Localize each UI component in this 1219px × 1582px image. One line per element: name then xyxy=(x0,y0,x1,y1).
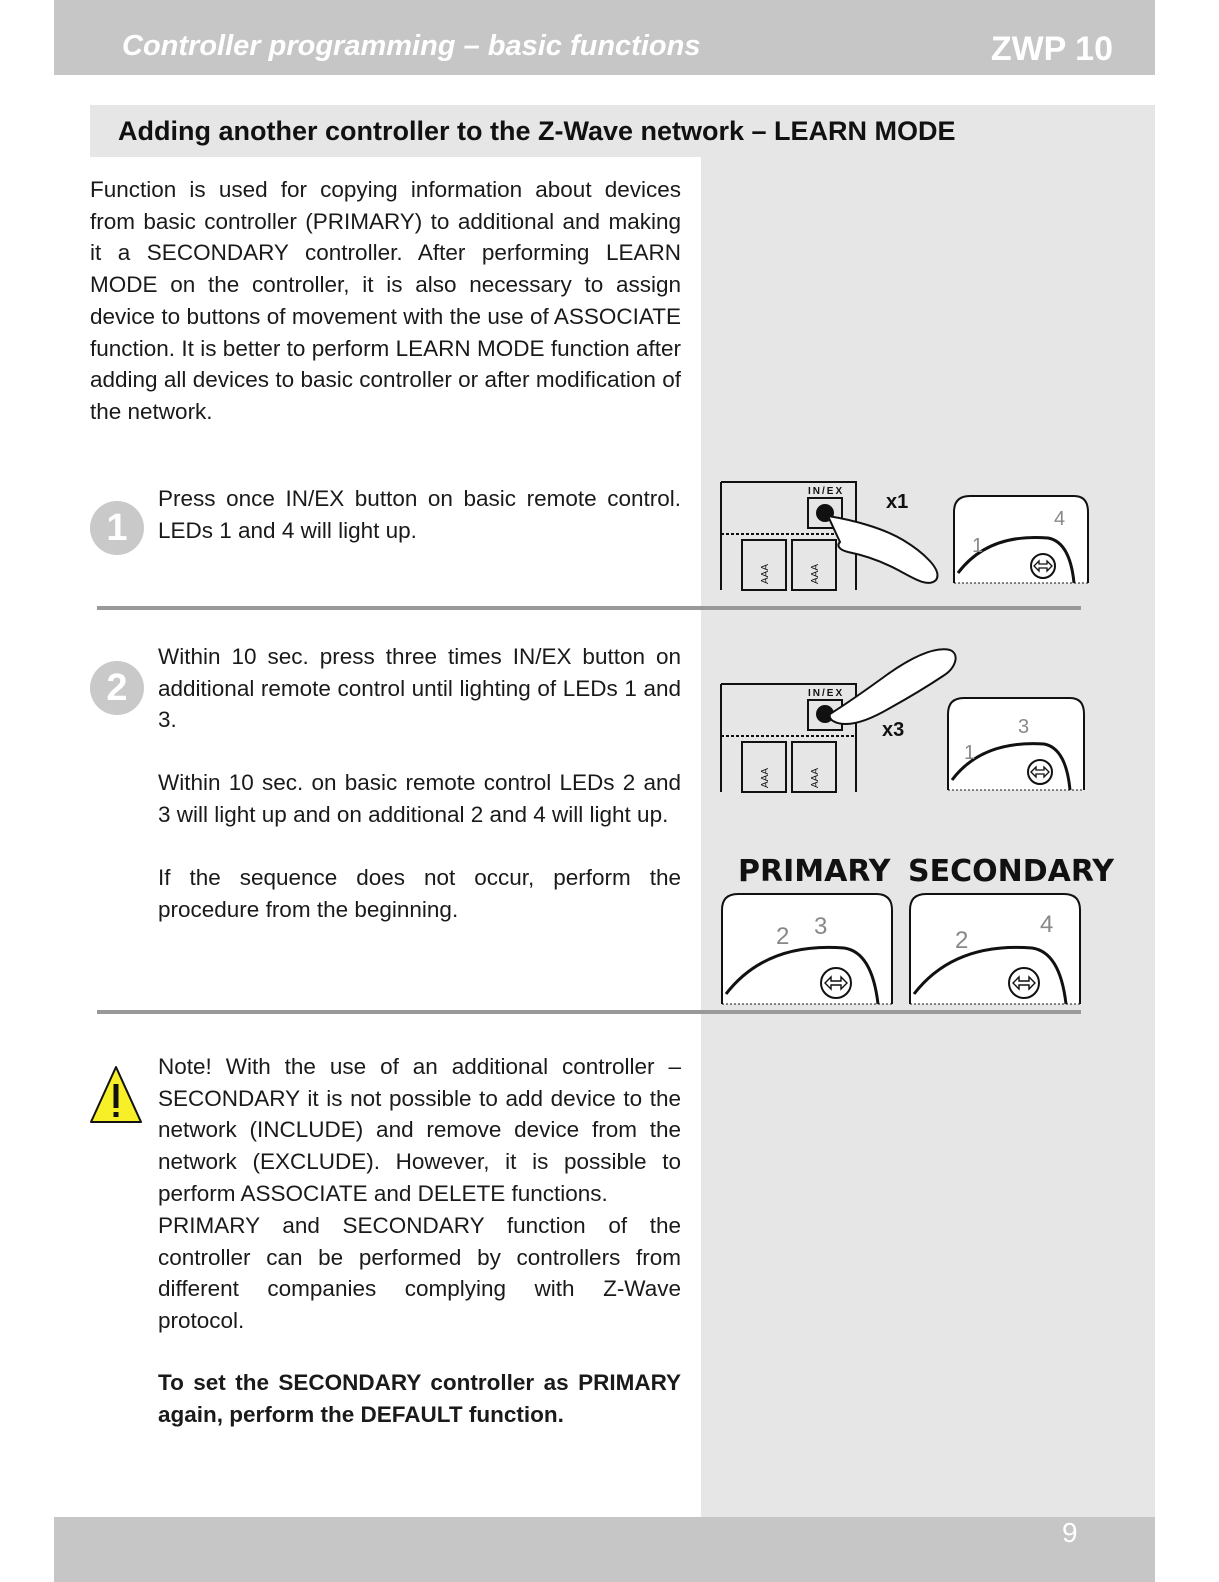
divider-1 xyxy=(97,606,1081,610)
finger-hand-icon-2 xyxy=(830,649,956,724)
figure-column xyxy=(701,105,1155,1517)
secondary-led-2: 2 xyxy=(955,927,969,954)
battery-label-right: AAA xyxy=(810,563,821,584)
inex-label-2: IN/EX xyxy=(808,688,845,699)
figure-step-1 xyxy=(718,478,1098,592)
led-label-4: 4 xyxy=(1054,508,1066,530)
primary-led-panel xyxy=(722,894,892,1004)
footer-bar xyxy=(54,1517,1155,1582)
step-1-text: Press once IN/EX button on basic remote control. LEDs 1 and 4 will light up. xyxy=(158,486,681,543)
divider-2 xyxy=(97,1010,1081,1014)
led-label-1b: 1 xyxy=(964,742,976,764)
inex-label: IN/EX xyxy=(808,486,845,497)
secondary-led-4: 4 xyxy=(1040,911,1054,938)
step-1-number: 1 xyxy=(90,501,144,555)
primary-led-3: 3 xyxy=(814,913,828,940)
secondary-led-panel xyxy=(910,894,1080,1004)
step-2-text-2: Within 10 sec. on basic remote control LEDs 2 and 3 will light up and on additional 2 and 4 will light up. xyxy=(158,770,681,827)
note-text-1: Note! With the use of an additional controller – SECONDARY it is not possible to add device to the network (INCLUDE) and remove device from the network (EXCLUDE). However, it is possible to perform ASSOCIATE and DELETE functions. xyxy=(158,1054,681,1206)
warning-icon xyxy=(88,1064,144,1126)
section-title: Adding another controller to the Z-Wave network – LEARN MODE xyxy=(118,116,956,146)
figure-primary-secondary xyxy=(718,892,1098,1008)
primary-label: PRIMARY xyxy=(738,854,891,889)
page-number: 9 xyxy=(1062,1517,1078,1548)
press-count-x1: x1 xyxy=(886,491,909,513)
secondary-label: SECONDARY xyxy=(908,854,1115,889)
note-text-2: PRIMARY and SECONDARY function of the controller can be performed by controllers from different companies complying with Z-Wave protocol. xyxy=(158,1213,681,1334)
step-2-text-1: Within 10 sec. press three times IN/EX button on additional remote control until lighting of LEDs 1 and 3. xyxy=(158,644,681,733)
led-label-3: 3 xyxy=(1018,716,1030,738)
led-panel-2 xyxy=(948,698,1084,790)
press-count-x3: x3 xyxy=(882,719,905,741)
battery-label-left: AAA xyxy=(760,563,771,584)
battery-label-right-2: AAA xyxy=(810,767,821,788)
intro-paragraph: Function is used for copying information about devices from basic controller (PRIMARY) to additional and making it a SECONDARY controller. After performing LEARN MODE on the controller, it is also necessary to assign device to buttons of movement with the use of ASSOCIATE function. It is better to perform LEARN MODE function after adding all devices to basic controller or after modification of the network. xyxy=(90,177,681,424)
header-title: Controller programming – basic functions xyxy=(122,30,701,62)
finger-hand-icon xyxy=(828,516,937,583)
figure-step-2 xyxy=(718,642,1098,798)
battery-label-left-2: AAA xyxy=(760,767,771,788)
step-2-number: 2 xyxy=(90,661,144,715)
primary-led-2: 2 xyxy=(776,923,790,950)
header-model: ZWP 10 xyxy=(990,30,1113,68)
led-panel-1 xyxy=(954,496,1088,583)
note-bold-text: To set the SECONDARY controller as PRIMARY again, perform the DEFAULT function. xyxy=(158,1370,681,1427)
step-2-text-3: If the sequence does not occur, perform the procedure from the beginning. xyxy=(158,865,681,922)
led-label-1: 1 xyxy=(972,535,984,557)
